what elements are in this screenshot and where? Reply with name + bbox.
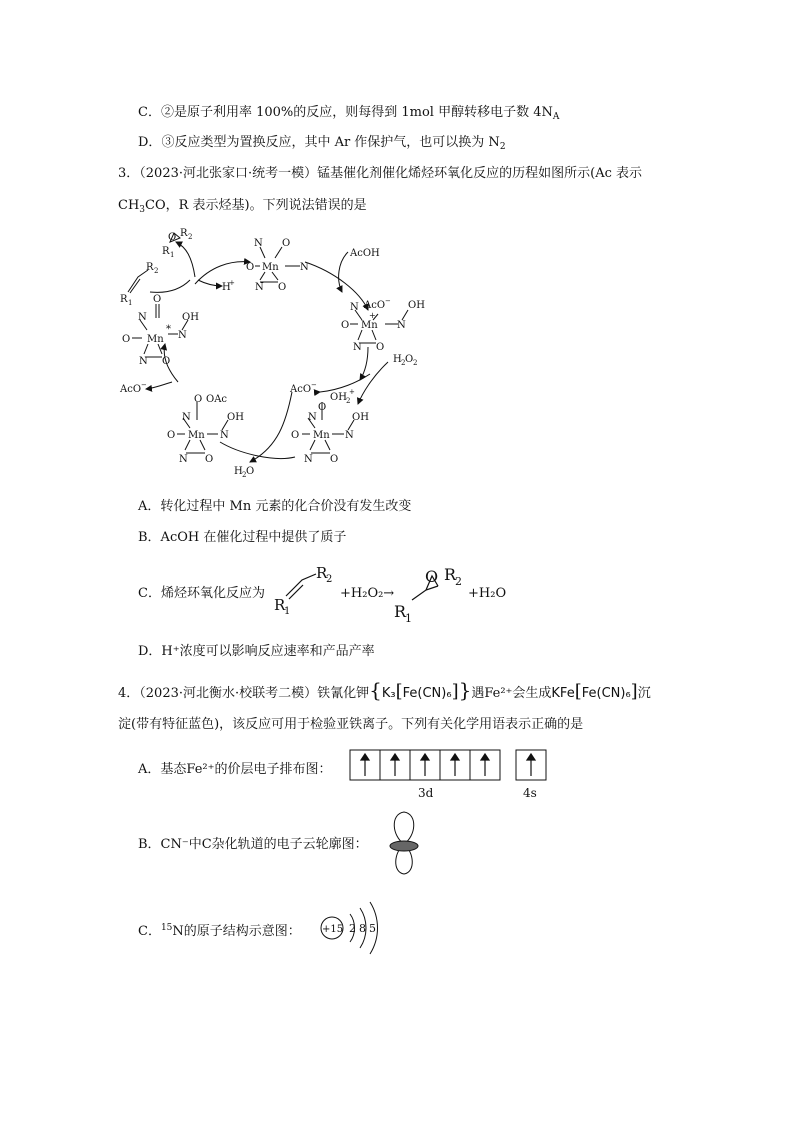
epoxide-r1: R (394, 602, 407, 621)
q2-option-d-label: D． (138, 135, 162, 150)
dg-c3-n2: N (345, 430, 354, 441)
dg-c4-n: N (182, 412, 191, 423)
dg-aco-left-minus: − (141, 381, 147, 389)
dg-hplus-sup: + (229, 279, 235, 287)
dg-c3-o2: O (291, 430, 300, 441)
q3-stem-sub: 3 (139, 205, 146, 215)
q3-option-c-reagents: +H₂O₂→ (340, 586, 395, 601)
dg-c4-n2: N (220, 430, 229, 441)
q4-stem-end: 沉 (637, 686, 651, 701)
q3-option-b: B．AcOH 在催化过程中提供了质子 (138, 530, 347, 545)
dg-c1-mn: Mn (262, 262, 279, 273)
dg-alkene-r1: R (120, 294, 128, 305)
dg-r1: R (162, 246, 170, 257)
dg-acoh: AcOH (350, 248, 380, 259)
dg-c1-n3: N (255, 282, 264, 293)
q4-meets: 遇Fe²⁺会生成 (471, 686, 552, 701)
q2-option-c-label: C． (138, 105, 161, 120)
dg-c5-o2: O (122, 334, 131, 345)
dg-h2o2-h: H (393, 354, 402, 365)
dg-o: O (168, 232, 177, 243)
dg-c1-o3: O (278, 282, 287, 293)
q3-stem-line1: 3．（2023·河北张家口·统考一模）锰基催化剂催化烯烃环氧化反应的历程如图所示(Ac 表示 (118, 166, 642, 181)
q3-option-d: D．H⁺浓度可以影响反应速率和产品产率 (138, 644, 375, 659)
q3-stem-ch: CH (118, 198, 140, 213)
dg-c2-minus: − (385, 297, 391, 305)
dg-c4-o2: O (167, 430, 176, 441)
dg-h2o2-sub2: 2 (413, 359, 418, 367)
dg-c5-o3: O (162, 356, 171, 367)
dg-c2-oh: OH (408, 300, 425, 311)
dg-c3-n: N (308, 412, 317, 423)
dg-c2-n3: N (353, 342, 362, 353)
hybrid-orbital-icon (382, 806, 426, 878)
alkene-r1: R (274, 596, 286, 614)
dg-c2-n: N (350, 302, 359, 313)
dg-c3-oh: OH (352, 412, 369, 423)
dg-c5-o: O (153, 294, 162, 305)
shell-2-count: 8 (359, 922, 366, 935)
dg-c2-o3: O (376, 342, 385, 353)
q2-option-c (138, 103, 559, 127)
dg-r2-sub: 2 (188, 233, 193, 241)
q2-option-c-sub: A (552, 112, 560, 122)
q2-option-d (138, 133, 506, 157)
epoxide-r2-sub: 2 (455, 575, 462, 588)
atomic-structure-diagram (318, 898, 388, 958)
dg-c1-n: N (254, 238, 263, 249)
epoxide-r2: R (444, 565, 457, 584)
dg-c4-o3: O (205, 454, 214, 465)
q4-kfe: KFe (551, 686, 575, 701)
dg-c4-oac: OAc (206, 394, 228, 405)
dg-c2-mn: Mn (361, 320, 378, 331)
dg-aco-mid-minus: − (311, 381, 317, 389)
q4-stem-intro: 4．（2023·河北衡水·校联考二模）铁氰化钾 (118, 686, 370, 701)
dg-alkene-r2-sub: 2 (154, 267, 159, 275)
catalytic-cycle-diagram (110, 222, 425, 484)
orbital-label-4s: 4s (523, 786, 537, 800)
shell-1-count: 2 (349, 922, 356, 935)
dg-c5-n3: N (139, 356, 148, 367)
dg-c2-plus: + (369, 311, 376, 320)
epoxide-structure (392, 560, 472, 626)
dg-c2-o: O (341, 320, 350, 331)
dg-alkene-r2: R (146, 262, 154, 273)
q4-stem-line1: 4．（2023·河北衡水·校联考二模）铁氰化钾{K₃[Fe(CN)₆]}遇Fe²⁺会生成KFe[Fe(CN)₆]沉 (118, 678, 651, 702)
dg-c1-o2: O (246, 262, 255, 273)
dg-c3-oh2: OH (330, 392, 347, 403)
q4-option-c-letter: C． (138, 924, 161, 939)
dg-aco-mid: AcO (290, 384, 312, 395)
dg-h2o-sub: 2 (242, 471, 247, 479)
dg-alkene-r1-sub: 1 (128, 299, 133, 307)
dg-c4-mn: Mn (188, 430, 205, 441)
alkene-r2-sub: 2 (326, 574, 333, 585)
dg-h2o2-o: O (405, 354, 414, 365)
dg-r2: R (180, 228, 188, 239)
q4-option-b-label: B．CN⁻中C杂化轨道的电子云轮廓图： (138, 837, 368, 852)
dg-h2o2-sub: 2 (401, 359, 406, 367)
q4-option-c-text: N的原子结构示意图： (172, 924, 301, 939)
orbital-diagram (348, 748, 552, 802)
alkene-r2: R (316, 564, 328, 582)
q3-option-a: A．转化过程中 Mn 元素的化合价没有发生改变 (138, 499, 412, 514)
dg-c1-o: O (282, 238, 291, 249)
q4-option-a-label: A．基态Fe²⁺的价层电子排布图： (138, 762, 332, 777)
dg-c5-mn: Mn (147, 334, 164, 345)
dg-c1-n2: N (300, 262, 309, 273)
q4-k3: K₃ (381, 686, 396, 701)
orbital-label-3d: 3d (418, 786, 434, 800)
dg-c5-oh: OH (182, 312, 199, 323)
q4-fecn6: Fe(CN)₆ (402, 686, 452, 701)
dg-c5-n2: N (178, 330, 187, 341)
dg-c4-n3: N (179, 454, 188, 465)
q4-fecn6-2: Fe(CN)₆ (581, 686, 631, 701)
epoxide-r1-sub: 1 (405, 612, 412, 625)
dg-c3-plus: + (349, 388, 355, 396)
q3-option-c-products: +H₂O (468, 586, 507, 601)
dg-c2-aco: AcO (364, 300, 386, 311)
q2-option-c-text: ②是原子利用率 100%的反应，则每得到 1mol 甲醇转移电子数 4N (160, 105, 553, 120)
q4-option-c-label (138, 918, 301, 942)
dg-c2-n2: N (397, 320, 406, 331)
alkene-structure (272, 558, 334, 618)
alkene-r1-sub: 1 (284, 606, 291, 617)
dg-aco-left: AcO (120, 384, 142, 395)
dg-c5-star: * (166, 324, 171, 335)
q4-option-c-mass: 15 (160, 923, 173, 933)
q3-option-c-label: C．烯烃环氧化反应为 (138, 586, 265, 601)
dg-hplus: H (222, 282, 231, 293)
q2-option-d-sub: 2 (499, 142, 506, 152)
dg-r1-sub: 1 (170, 251, 175, 259)
dg-c3-o: O (318, 402, 327, 413)
dg-c3-mn: Mn (313, 430, 330, 441)
dg-c4-oh: OH (227, 412, 244, 423)
dg-h2o-o: O (246, 466, 255, 477)
epoxide-o: O (425, 567, 439, 586)
q2-option-d-text: ③反应类型为置换反应，其中 Ar 作保护气，也可以换为 N (161, 135, 500, 150)
dg-c5-n: N (138, 312, 147, 323)
dg-c3-n3: N (304, 454, 313, 465)
shell-3-count: 5 (369, 922, 376, 935)
q3-stem-line2 (118, 196, 367, 220)
q4-stem-line2: 淀(带有特征蓝色)，该反应可用于检验亚铁离子。下列有关化学用语表示正确的是 (118, 717, 584, 732)
dg-h2o-h: H (234, 466, 243, 477)
q3-stem-rest: CO，R 表示烃基)。下列说法错误的是 (145, 198, 367, 213)
dg-c3-oh2-sub: 2 (346, 397, 351, 405)
dg-c3-o3: O (330, 454, 339, 465)
nucleus-charge: +15 (322, 924, 344, 935)
dg-c4-o: O (194, 394, 203, 405)
